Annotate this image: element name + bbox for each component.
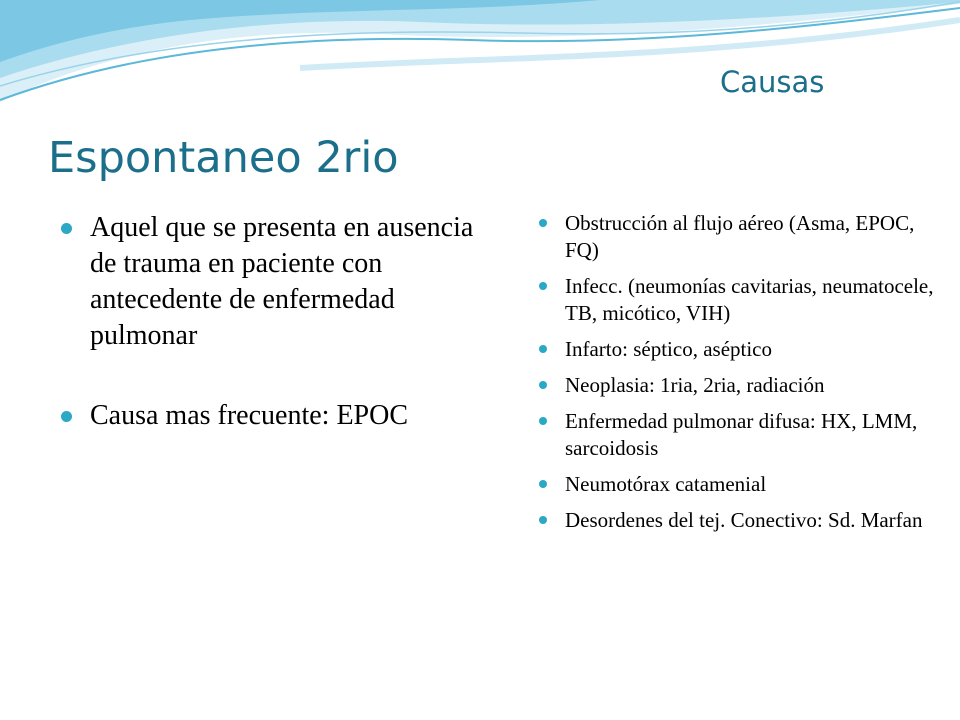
list-item [538, 372, 938, 399]
round-bullet-icon [539, 219, 547, 227]
round-bullet-icon [61, 411, 72, 422]
list-item-text: Neumotórax catamenial [565, 472, 767, 496]
list-item-text: Infarto: séptico, aséptico [565, 337, 773, 361]
list-item-text: Causa mas frecuente: EPOC [90, 400, 409, 431]
round-bullet-icon [539, 480, 547, 488]
list-item [538, 273, 938, 327]
list-item [60, 210, 480, 354]
slide-title: Espontaneo 2rio [48, 133, 399, 183]
list-item [538, 408, 938, 462]
list-item [538, 507, 938, 534]
round-bullet-icon [539, 417, 547, 425]
list-item [538, 471, 938, 498]
slide-subtitle: Causas [720, 65, 825, 99]
round-bullet-icon [539, 345, 547, 353]
list-item-text: Obstrucción al flujo aéreo (Asma, EPOC, FQ) [565, 211, 915, 262]
list-item-text: Aquel que se presenta en ausencia de trauma en paciente con antecedente de enfermedad pulmonar [90, 212, 474, 351]
list-item [538, 210, 938, 264]
round-bullet-icon [539, 282, 547, 290]
list-item-text: Neoplasia: 1ria, 2ria, radiación [565, 373, 825, 397]
round-bullet-icon [61, 223, 72, 234]
list-item-text: Desordenes del tej. Conectivo: Sd. Marfan [565, 508, 923, 532]
list-item-text: Infecc. (neumonías cavitarias, neumatocele, TB, micótico, VIH) [565, 274, 934, 325]
list-item [60, 398, 480, 434]
causes-list [538, 210, 938, 534]
definition-list [60, 210, 480, 434]
round-bullet-icon [539, 381, 547, 389]
list-item-text: Enfermedad pulmonar difusa: HX, LMM, sarcoidosis [565, 409, 918, 460]
list-item [538, 336, 938, 363]
round-bullet-icon [539, 516, 547, 524]
